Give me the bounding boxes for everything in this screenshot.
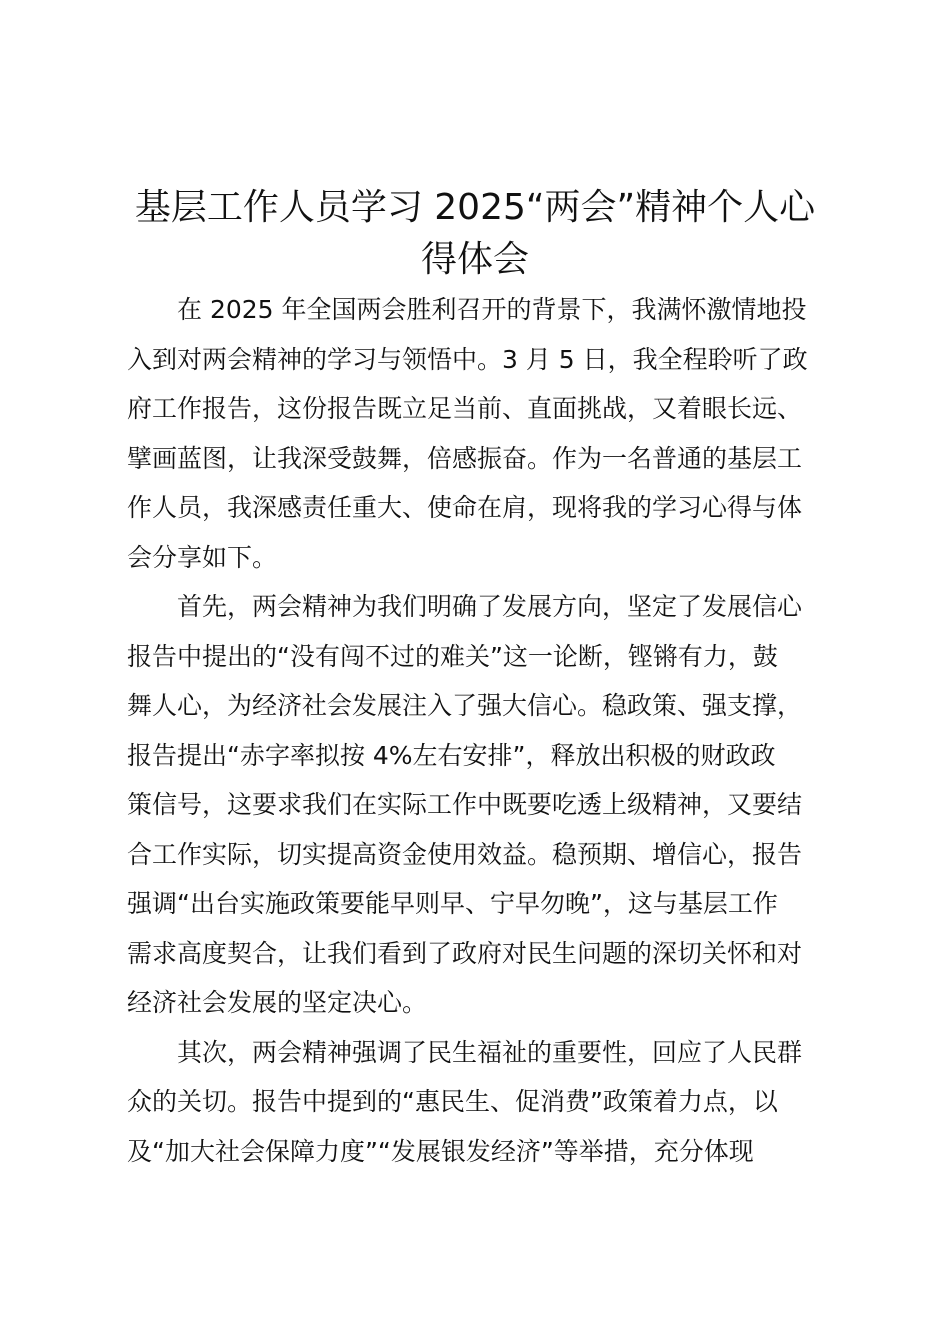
text-line: 及“加大社会保障力度”“发展银发经济”等举措，充分体现 bbox=[127, 1136, 754, 1166]
text-line: 府工作报告，这份报告既立足当前、直面挑战，又着眼长远、 bbox=[127, 394, 803, 423]
text-line: 会分享如下。 bbox=[127, 542, 278, 572]
document-body bbox=[127, 285, 833, 1176]
text-line: 策信号，这要求我们在实际工作中既要吃透上级精神，又要结 bbox=[127, 790, 803, 819]
text-line: 需求高度契合，让我们看到了政府对民生问题的深切关怀和对 bbox=[127, 938, 803, 968]
text-line: 合工作实际，切实提高资金使用效益。稳预期、增信心，报告 bbox=[127, 839, 803, 869]
text-line: 众的关切。报告中提到的“惠民生、促消费”政策着力点，以 bbox=[127, 1087, 778, 1116]
text-line: 经济社会发展的坚定决心。 bbox=[127, 988, 428, 1017]
text-line: 其次，两会精神强调了民生福祉的重要性，回应了人民群 bbox=[177, 1037, 803, 1067]
text-line: 作人员，我深感责任重大、使命在肩，现将我的学习心得与体 bbox=[127, 493, 803, 522]
text-line: 首先，两会精神为我们明确了发展方向，坚定了发展信心 bbox=[177, 592, 803, 621]
paragraph-2 bbox=[127, 582, 833, 1028]
text-line: 报告中提出的“没有闯不过的难关”这一论断，铿锵有力，鼓 bbox=[127, 641, 778, 671]
text-line: 报告提出“赤字率拟按 4%左右安排”，释放出积极的财政政 bbox=[127, 740, 776, 770]
text-line: 强调“出台实施政策要能早则早、宁早勿晚”，这与基层工作 bbox=[127, 889, 778, 918]
paragraph-1 bbox=[127, 285, 833, 582]
paragraph-3 bbox=[127, 1028, 833, 1177]
text-line: 入到对两会精神的学习与领悟中。3 月 5 日，我全程聆听了政 bbox=[127, 344, 808, 374]
text-line: 在 2025 年全国两会胜利召开的背景下，我满怀激情地投 bbox=[177, 295, 807, 324]
document-title bbox=[110, 182, 840, 286]
text-line: 舞人心，为经济社会发展注入了强大信心。稳政策、强支撑， bbox=[127, 691, 803, 720]
title-line: 得体会 bbox=[420, 239, 529, 280]
text-line: 擘画蓝图，让我深受鼓舞，倍感振奋。作为一名普通的基层工 bbox=[127, 443, 803, 473]
title-line: 基层工作人员学习 2025“两会”精神个人心 bbox=[134, 187, 816, 228]
